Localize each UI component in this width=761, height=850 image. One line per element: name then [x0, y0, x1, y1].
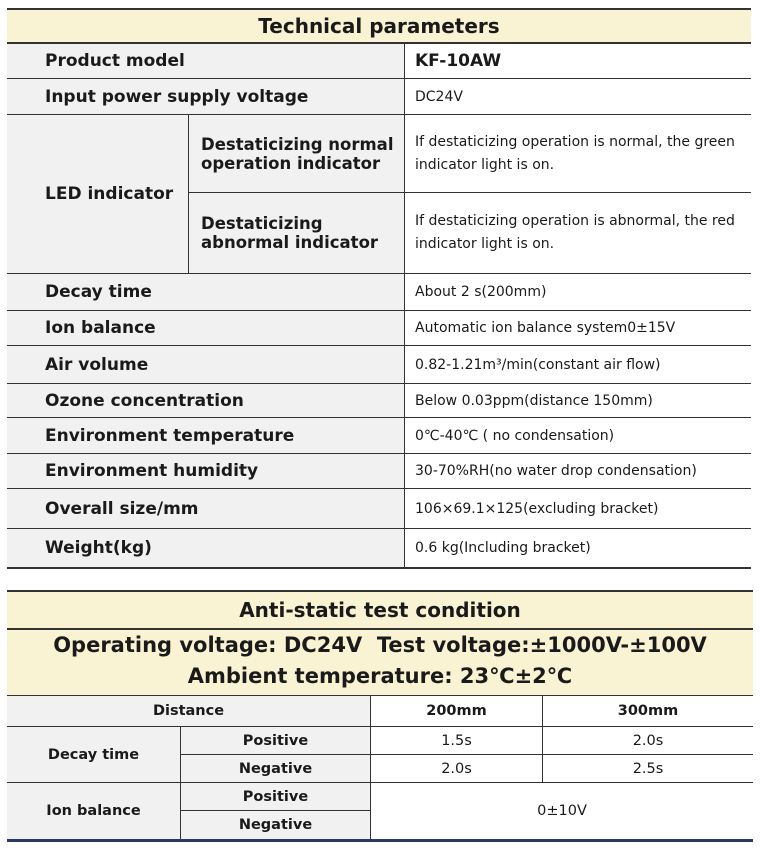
decay-positive-300: 2.0s: [543, 727, 753, 755]
distance-header: Distance: [7, 696, 371, 727]
input-voltage-label: Input power supply voltage: [7, 79, 405, 115]
decay-positive-200: 1.5s: [371, 727, 543, 755]
col-200mm-header: 200mm: [371, 696, 543, 727]
product-model-label: Product model: [7, 44, 405, 79]
led-normal-label: Destaticizing normal operation indicator: [189, 115, 405, 193]
decay-positive-label: Positive: [181, 727, 371, 755]
overall-size-value: 106×69.1×125(excluding bracket): [405, 489, 751, 529]
ion-positive-label: Positive: [181, 783, 371, 811]
ion-balance-value: 0±10V: [371, 783, 753, 839]
env-humidity-value: 30-70%RH(no water drop condensation): [405, 454, 751, 489]
anti-static-grid: [7, 695, 753, 842]
led-abnormal-label: Destaticizing abnormal indicator: [189, 193, 405, 274]
env-humidity-label: Environment humidity: [7, 454, 405, 489]
anti-static-header: [7, 590, 753, 695]
decay-time-label: Decay time: [7, 274, 405, 311]
input-voltage-value: DC24V: [405, 79, 751, 115]
anti-static-title: Anti-static test condition: [7, 592, 753, 630]
technical-parameters-title: Technical parameters: [7, 8, 751, 44]
ion-negative-label: Negative: [181, 811, 371, 839]
anti-static-test-table: [7, 590, 753, 842]
decay-time-row-label: Decay time: [7, 727, 181, 783]
technical-parameters-grid: [7, 44, 751, 569]
ion-balance-label: Ion balance: [7, 311, 405, 346]
led-indicator-label: LED indicator: [7, 115, 189, 274]
decay-time-value: About 2 s(200mm): [405, 274, 751, 311]
led-abnormal-value: If destaticizing operation is abnormal, the red indicator light is on.: [405, 193, 751, 274]
ion-balance-value: Automatic ion balance system0±15V: [405, 311, 751, 346]
air-volume-value: 0.82-1.21m³/min(constant air flow): [405, 346, 751, 384]
product-model-value: KF-10AW: [405, 44, 751, 79]
ozone-value: Below 0.03ppm(distance 150mm): [405, 384, 751, 418]
env-temperature-value: 0℃-40℃ ( no condensation): [405, 418, 751, 454]
operating-test-voltage-line: Operating voltage: DC24V Test voltage:±1000V-±100V: [53, 633, 707, 657]
overall-size-label: Overall size/mm: [7, 489, 405, 529]
air-volume-label: Air volume: [7, 346, 405, 384]
weight-value: 0.6 kg(Including bracket): [405, 529, 751, 569]
technical-parameters-table: [7, 8, 751, 569]
ion-balance-row-label: Ion balance: [7, 783, 181, 839]
weight-label: Weight(kg): [7, 529, 405, 569]
decay-negative-label: Negative: [181, 755, 371, 783]
env-temperature-label: Environment temperature: [7, 418, 405, 454]
decay-negative-200: 2.0s: [371, 755, 543, 783]
ambient-temperature-line: Ambient temperature: 23℃±2℃: [187, 664, 573, 688]
col-300mm-header: 300mm: [543, 696, 753, 727]
led-normal-value: If destaticizing operation is normal, the green indicator light is on.: [405, 115, 751, 193]
decay-negative-300: 2.5s: [543, 755, 753, 783]
ozone-label: Ozone concentration: [7, 384, 405, 418]
